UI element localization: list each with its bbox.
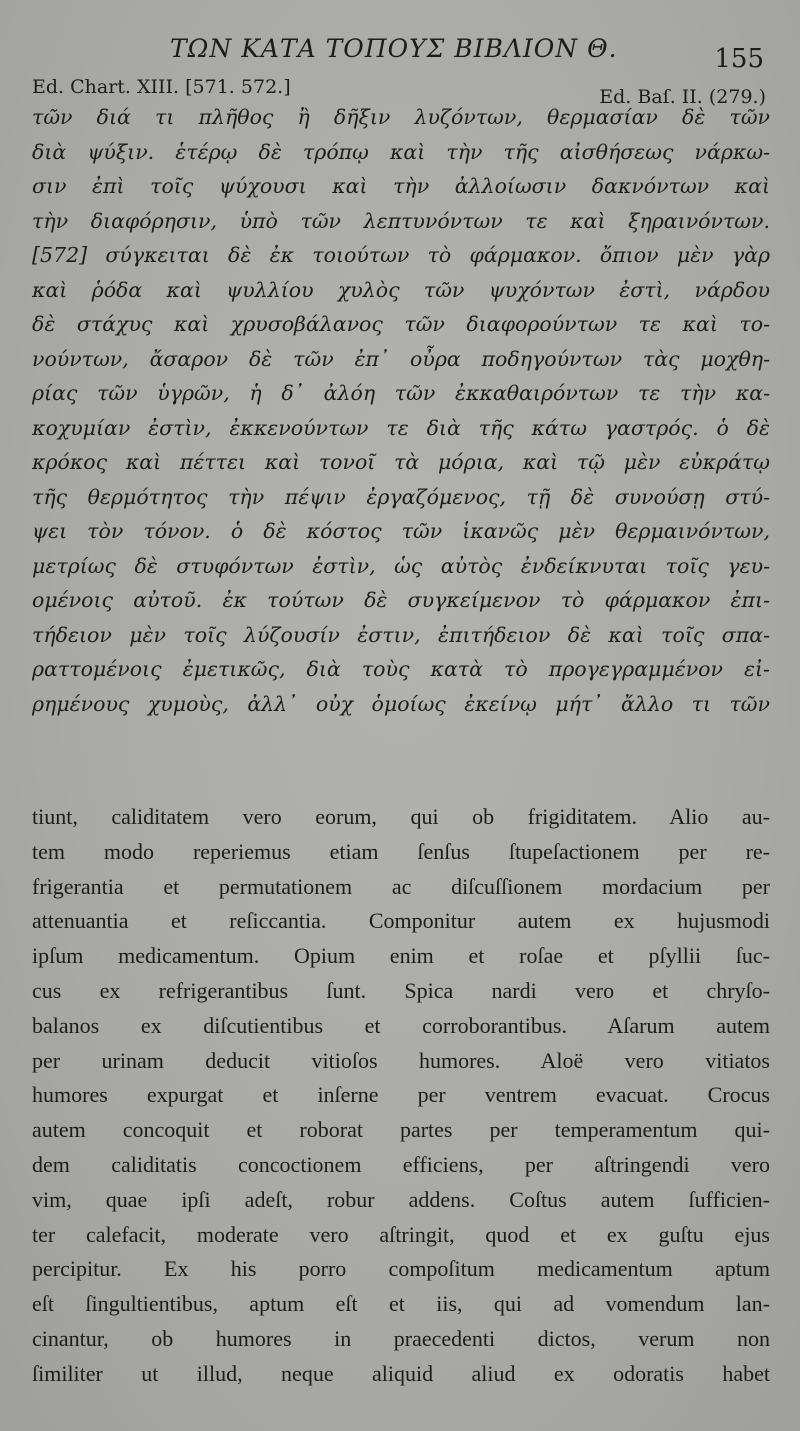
edition-chartier: Ed. Chart. XIII. [571. 572.] [32,76,291,98]
latin-line: frigerantia et permutationem ac diſcuſſionem mordacium per [32,873,770,899]
greek-line: δὲ στάχυς καὶ χρυσοβάλανος τῶν διαφορούντων τε καὶ το- [32,312,770,336]
latin-line: attenuantia et reſiccantia. Componitur autem ex hujusmodi [32,908,770,934]
greek-text [32,100,770,721]
greek-line: διὰ ψύξιν. ἑτέρῳ δὲ τρόπῳ καὶ τὴν τῆς αἰσθήσεως νάρκω- [32,139,770,164]
greek-line: ρημένους χυμοὺς, ἀλλ᾿ οὐχ ὁμοίως ἐκείνῳ μήτ᾿ ἄλλο τι τῶν [32,691,770,716]
latin-line: ſimiliter ut illud, neque aliquid aliud ex odoratis habet [32,1360,770,1386]
latin-line: per urinam deducit vitioſos humores. Aloë vero vitiatos [32,1047,770,1073]
greek-line: τήδειον μὲν τοῖς λύζουσίν ἐστιν, ἐπιτήδειον δὲ καὶ τοῖς σπα- [32,622,770,647]
greek-line: ψει τὸν τόνον. ὁ δὲ κόστος τῶν ἱκανῶς μὲν θερμαινόντων, [32,519,770,543]
greek-line: τῶν διά τι πλῆθος ἢ δῆξιν λυζόντων, θερμασίαν δὲ τῶν [32,105,770,129]
latin-line: dem caliditatis concoctionem efficiens, per aſtringendi vero [32,1151,770,1177]
greek-line: σιν ἐπὶ τοῖς ψύχουσι καὶ τὴν ἀλλοίωσιν δακνόντων καὶ [32,174,770,198]
latin-line: balanos ex diſcutientibus et corroborantibus. Aſarum autem [32,1012,770,1038]
latin-line: tem modo reperiemus etiam ſenſus ſtupeſactionem per re- [32,838,770,864]
latin-line: humores expurgat et inſerne per ventrem evacuat. Crocus [32,1082,770,1108]
latin-line: vim, quae ipſi adeſt, robur addens. Coſtus autem ſufficien- [32,1186,770,1212]
greek-line: [572] σύγκειται δὲ ἐκ τοιούτων τὸ φάρμακον. ὄπιον μὲν γὰρ [32,243,770,267]
running-title: ΤΩΝ ΚΑΤΑ ΤΟΠΟΥΣ ΒΙΒΛΙΟΝ Θ. [170,34,618,63]
latin-line: cus ex refrigerantibus ſunt. Spica nardi vero et chryſo- [32,977,770,1003]
latin-line: cinantur, ob humores in praecedenti dictos, verum non [32,1325,770,1351]
greek-line: ομένοις αὐτοῦ. ἐκ τούτων δὲ συγκείμενον τὸ φάρμακον ἐπι- [32,588,770,612]
greek-line: μετρίως δὲ στυφόντων ἐστὶν, ὡς αὐτὸς ἐνδείκνυται τοῖς γευ- [32,553,770,578]
greek-line: τὴν διαφόρησιν, ὑπὸ τῶν λεπτυνόντων τε καὶ ξηραινόντων. [32,208,770,233]
greek-line: κρόκος καὶ πέττει καὶ τονοῖ τὰ μόρια, καὶ τῷ μὲν εὐκράτῳ [32,450,770,474]
latin-line: eſt ſingultientibus, aptum eſt et iis, qui ad vomendum lan- [32,1291,770,1317]
latin-line: tiunt, caliditatem vero eorum, qui ob frigiditatem. Alio au- [32,804,770,829]
latin-line: ipſum medicamentum. Opium enim et roſae et pſyllii ſuc- [32,943,770,969]
edition-basel: Ed. Baſ. II. (279.) [599,86,766,108]
greek-line: ρίας τῶν ὑγρῶν, ἡ δ᾿ ἀλόη τῶν ἐκκαθαιρόντων τε τὴν κα- [32,381,770,405]
running-head [0,34,800,74]
greek-line: τῆς θερμότητος τὴν πέψιν ἐργαζόμενος, τῇ δὲ συνούσῃ στύ- [32,484,770,509]
latin-line: autem concoquit et roborat partes per temperamentum qui- [32,1117,770,1143]
greek-line: ραττομένοις ἐμετικῶς, διὰ τοὺς κατὰ τὸ προγεγραμμένον εἰ- [32,657,770,681]
latin-text [32,800,770,1392]
greek-line: κοχυμίαν ἐστὶν, ἐκκενούντων τε διὰ τῆς κάτω γαστρός. ὁ δὲ [32,415,770,440]
latin-line: ter calefacit, moderate vero aſtringit, quod et ex guſtu ejus [32,1221,770,1247]
latin-line: percipitur. Ex his porro compoſitum medicamentum aptum [32,1256,770,1282]
greek-line: νούντων, ἄσαρον δὲ τῶν ἐπ᾿ οὖρα ποδηγούντων τὰς μοχθη- [32,346,770,371]
page-number: 155 [714,44,764,74]
greek-line: καὶ ῥόδα καὶ ψυλλίου χυλὸς τῶν ψυχόντων ἐστὶ, νάρδου [32,277,770,302]
